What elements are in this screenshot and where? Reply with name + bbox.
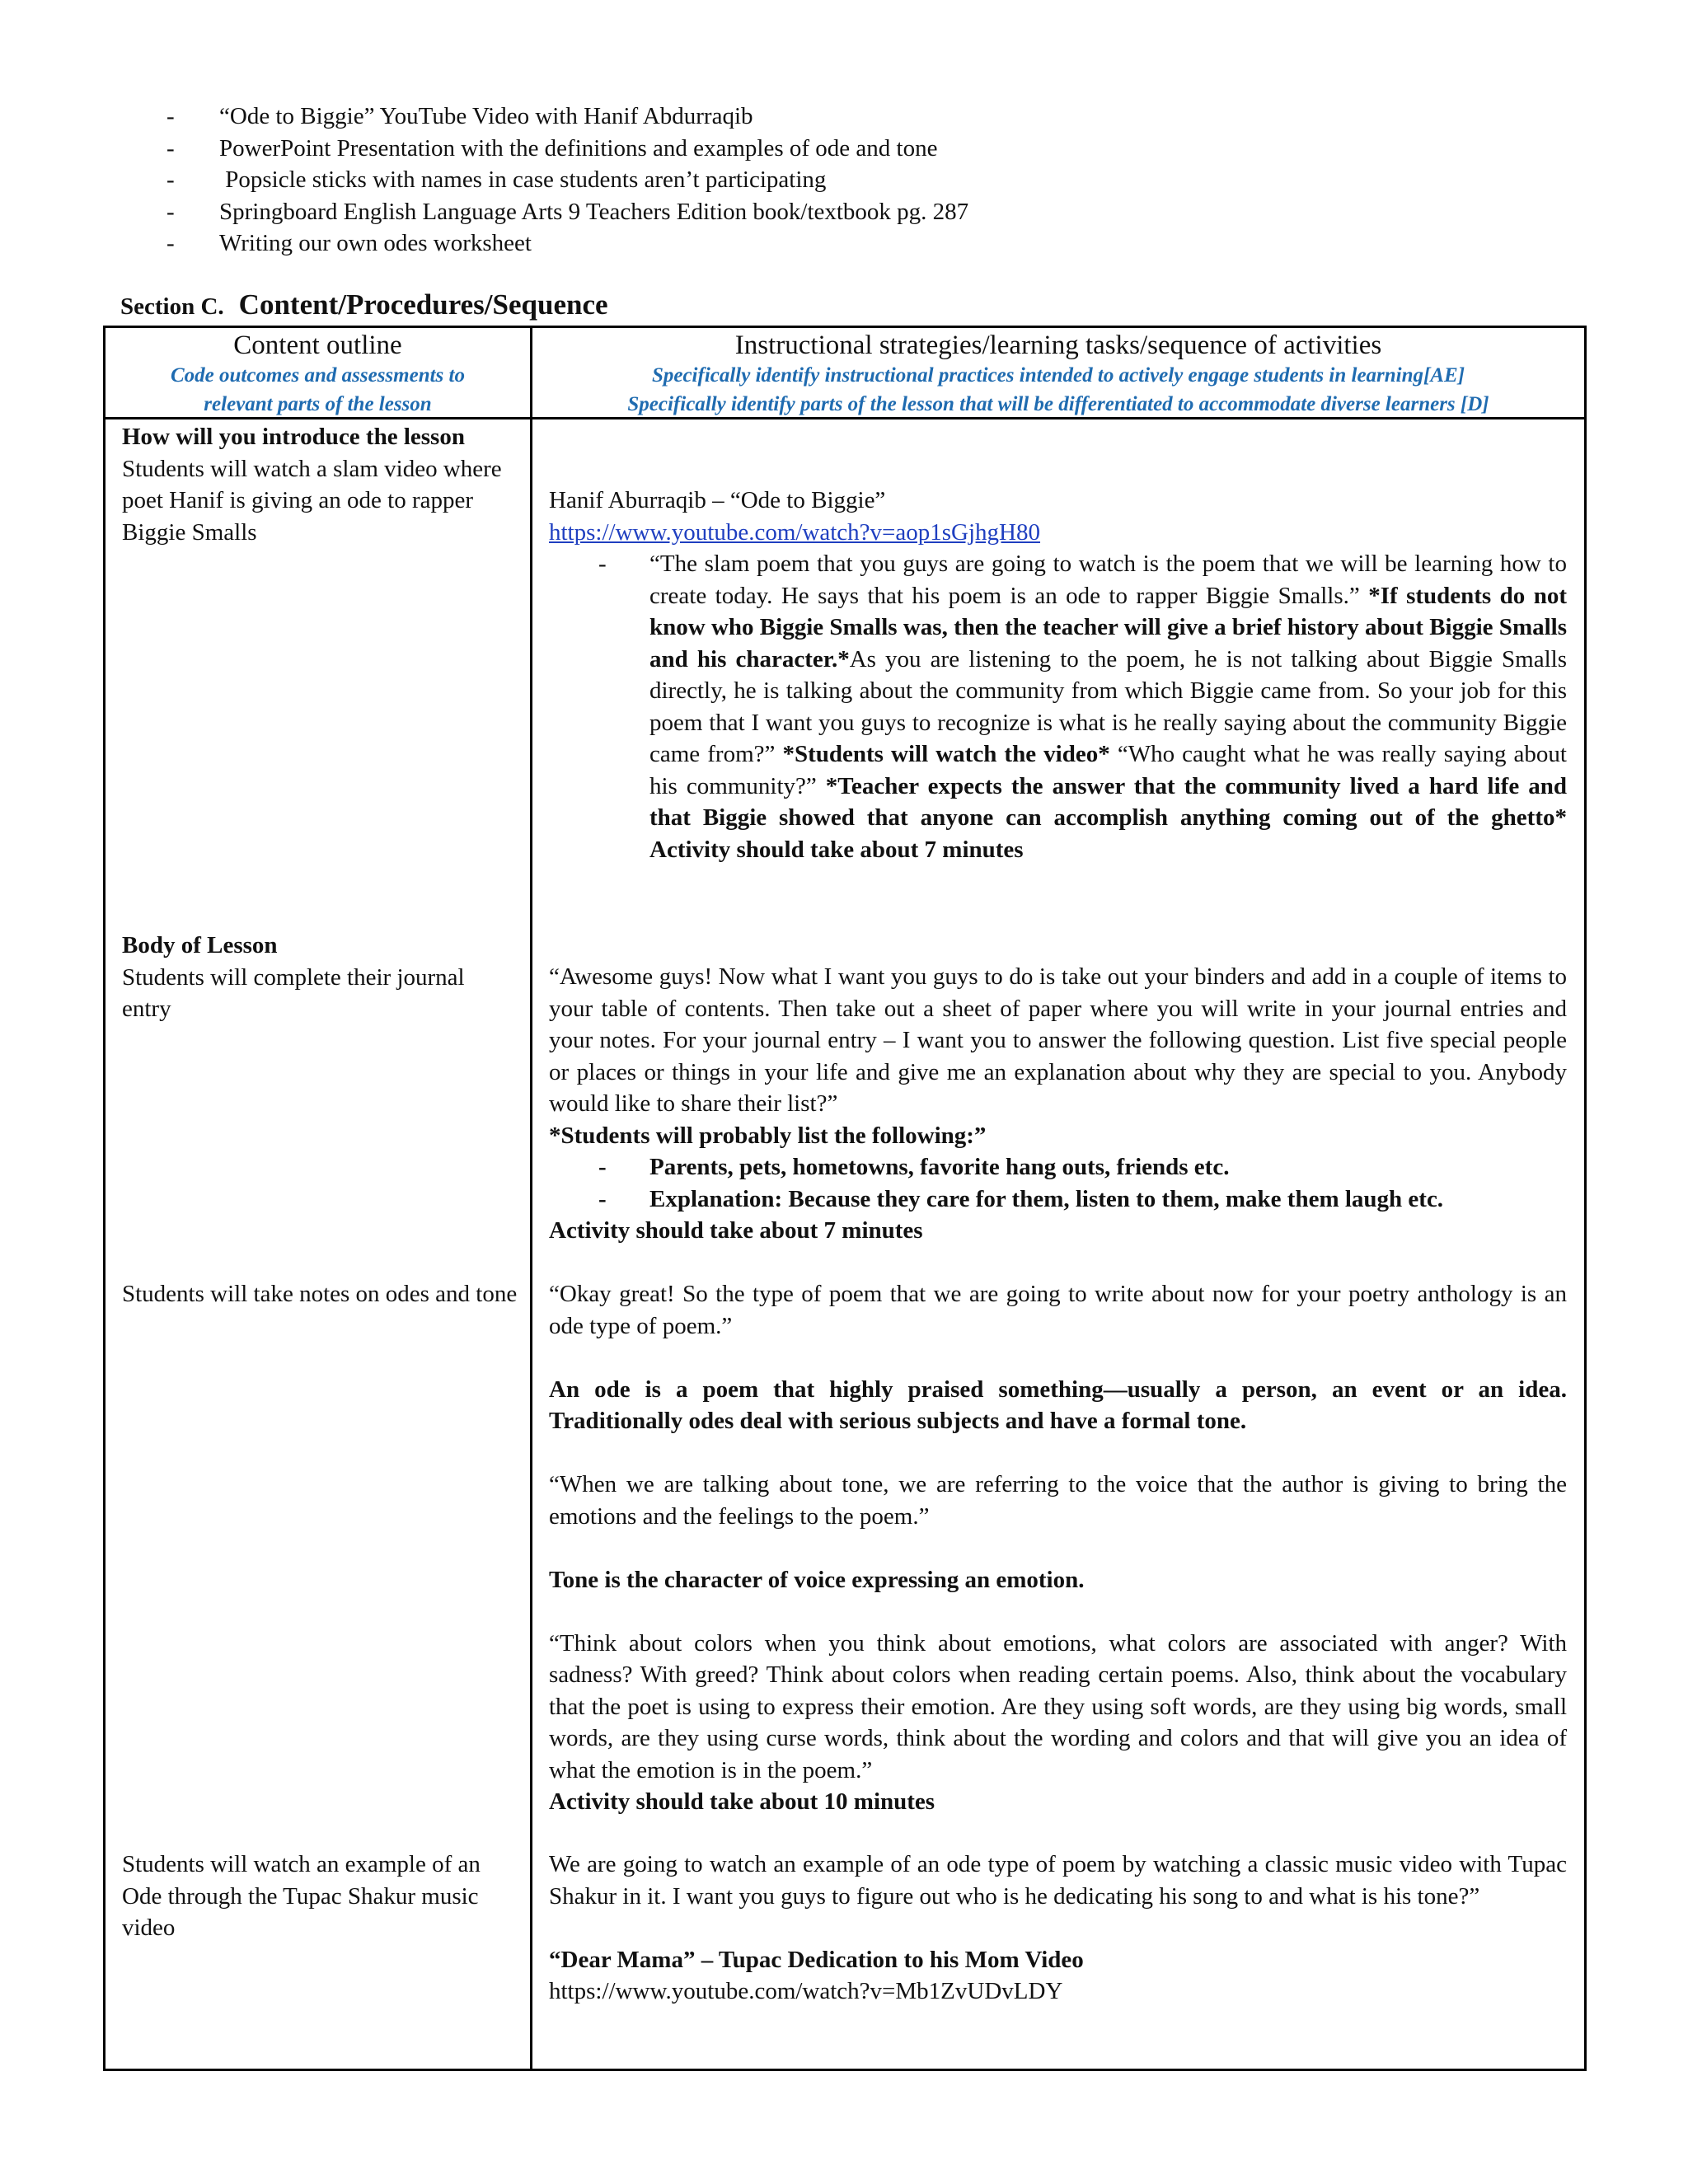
list-item: - Popsicle sticks with names in case students aren’t participating	[166, 164, 1568, 196]
body-heading: Body of Lesson	[122, 932, 278, 958]
activity-duration: Activity should take about 10 minutes	[549, 1788, 935, 1815]
body-text: Students will complete their journal entry	[122, 963, 465, 1022]
list-item: - “The slam poem that you guys are going to watch is the poem that we will be learning how to create today. He says that his poem is an ode to rapper Biggie Smalls.” *If students do not know who Biggie Smalls was, then the teacher will give a brief history about Biggie Smalls and his character.*As you are listening to the poem, he is not talking about Biggie Smalls directly, he is talking about the community from which Biggie came from. So your job for this poem that I want you guys to recognize is what is he really saying about the community Biggie came from?” *Students will watch the video* “Who caught what he was really saying about his community?” *Teacher expects the answer that the community lived a hard life and that Biggie showed that anyone can accomplish anything coming out of the ghetto* Activity should take about 7 minutes	[598, 551, 1568, 863]
intro-text: Students will watch a slam video where poet Hanif is giving an ode to rapper Biggie Smalls	[122, 455, 502, 546]
example-activity	[549, 1849, 1567, 2008]
example-text: Students will watch an example of an Ode through the Tupac Shakur music video	[122, 1851, 481, 1941]
intro-activity	[549, 485, 1567, 865]
example-video-title: “Dear Mama” – Tupac Dedication to his Mom Video	[549, 1946, 1084, 1973]
notes-paragraph: “Think about colors when you think about emotions, what colors are associated with anger? With sadness? With greed? Think about colors when reading certain poems. Also, think about the vocabulary that the poet is using to express their emotion. Are they using soft words, are they using big words, small words, are they using curse words, think about the wording and colors and that will give you an idea of what the emotion is in the poem.”	[549, 1629, 1567, 1783]
header-title: Instructional strategies/learning tasks/sequence of activities	[734, 330, 1382, 360]
video-link[interactable]: https://www.youtube.com/watch?v=aop1sGjhgH80	[549, 518, 1041, 546]
lesson-table	[103, 326, 1587, 2071]
header-title: Content outline	[233, 330, 402, 360]
ode-definition: An ode is a poem that highly praised something—usually a person, an event or an idea. Traditionally odes deal with serious subjects and have a formal tone.	[549, 1376, 1567, 1434]
materials-list	[166, 101, 1568, 260]
example-outline	[122, 1849, 518, 1944]
list-item-text: Writing our own odes worksheet	[219, 230, 532, 256]
list-item: - Explanation: Because they care for them, listen to them, make them laugh etc.	[598, 1185, 1444, 1212]
content-outline-header	[106, 328, 530, 419]
video-title: Hanif Aburraqib – “Ode to Biggie”	[549, 487, 886, 513]
notes-text: Students will take notes on odes and tone	[122, 1281, 518, 1307]
activity-duration: Activity should take about 7 minutes	[549, 1217, 923, 1244]
example-paragraph: We are going to watch an example of an ode type of poem by watching a classic music video with Tupac Shakur in it. I want you guys to figure out who is he dedicating his song to and what is his tone?”	[549, 1851, 1567, 1910]
list-item: - “Ode to Biggie” YouTube Video with Hanif Abdurraqib	[166, 101, 1568, 133]
intro-outline	[122, 421, 518, 548]
notes-paragraph: “When we are talking about tone, we are referring to the voice that the author is giving to bring the emotions and the feelings to the poem.”	[549, 1471, 1567, 1530]
list-item: - Writing our own odes worksheet	[166, 227, 1568, 260]
list-item-text: “Ode to Biggie” YouTube Video with Hanif Abdurraqib	[219, 103, 753, 129]
list-item: - Parents, pets, hometowns, favorite hang outs, friends etc.	[598, 1154, 1230, 1180]
section-heading	[120, 288, 608, 321]
body-activity	[549, 961, 1567, 1247]
header-note: relevant parts of the lesson	[204, 393, 432, 415]
notes-activity	[549, 1278, 1567, 1818]
list-item: - Springboard English Language Arts 9 Teachers Edition book/textbook pg. 287	[166, 196, 1568, 228]
header-note: Specifically identify instructional practices intended to actively engage students in learning[AE]	[651, 364, 1465, 387]
example-video-link[interactable]: https://www.youtube.com/watch?v=Mb1ZvUDvLDY	[549, 1978, 1063, 2004]
expected-answers-label: *Students will probably list the following:”	[549, 1122, 987, 1149]
section-label: Section C.	[120, 293, 224, 320]
body-paragraph: “Awesome guys! Now what I want you guys to do is take out your binders and add in a couple of items to your table of contents. Then take out a sheet of paper where you will write in your journal entries and your notes. For your journal entry – I want you to answer the following question. List five special people or places or things in your life and give me an explanation about why they are special to you. Anybody would like to share their list?”	[549, 963, 1567, 1117]
section-title: Content/Procedures/Sequence	[238, 288, 608, 321]
list-item-text: Popsicle sticks with names in case students aren’t participating	[219, 166, 827, 193]
intro-heading: How will you introduce the lesson	[122, 424, 465, 450]
list-item: - PowerPoint Presentation with the definitions and examples of ode and tone	[166, 133, 1568, 165]
header-note: Code outcomes and assessments to	[171, 364, 465, 387]
notes-outline	[122, 1278, 518, 1310]
list-item-text: Springboard English Language Arts 9 Teachers Edition book/textbook pg. 287	[219, 198, 969, 225]
list-item-text: PowerPoint Presentation with the definitions and examples of ode and tone	[219, 134, 938, 162]
tone-definition: Tone is the character of voice expressing an emotion.	[549, 1566, 1085, 1593]
notes-paragraph: “Okay great! So the type of poem that we are going to write about now for your poetry anthology is an ode type of poem.”	[549, 1281, 1567, 1339]
column-divider	[530, 328, 532, 2069]
body-outline	[122, 930, 518, 1025]
instructional-strategies-header	[532, 328, 1584, 419]
header-note: Specifically identify parts of the lesson that will be differentiated to accommodate diverse learners [D]	[627, 393, 1489, 415]
